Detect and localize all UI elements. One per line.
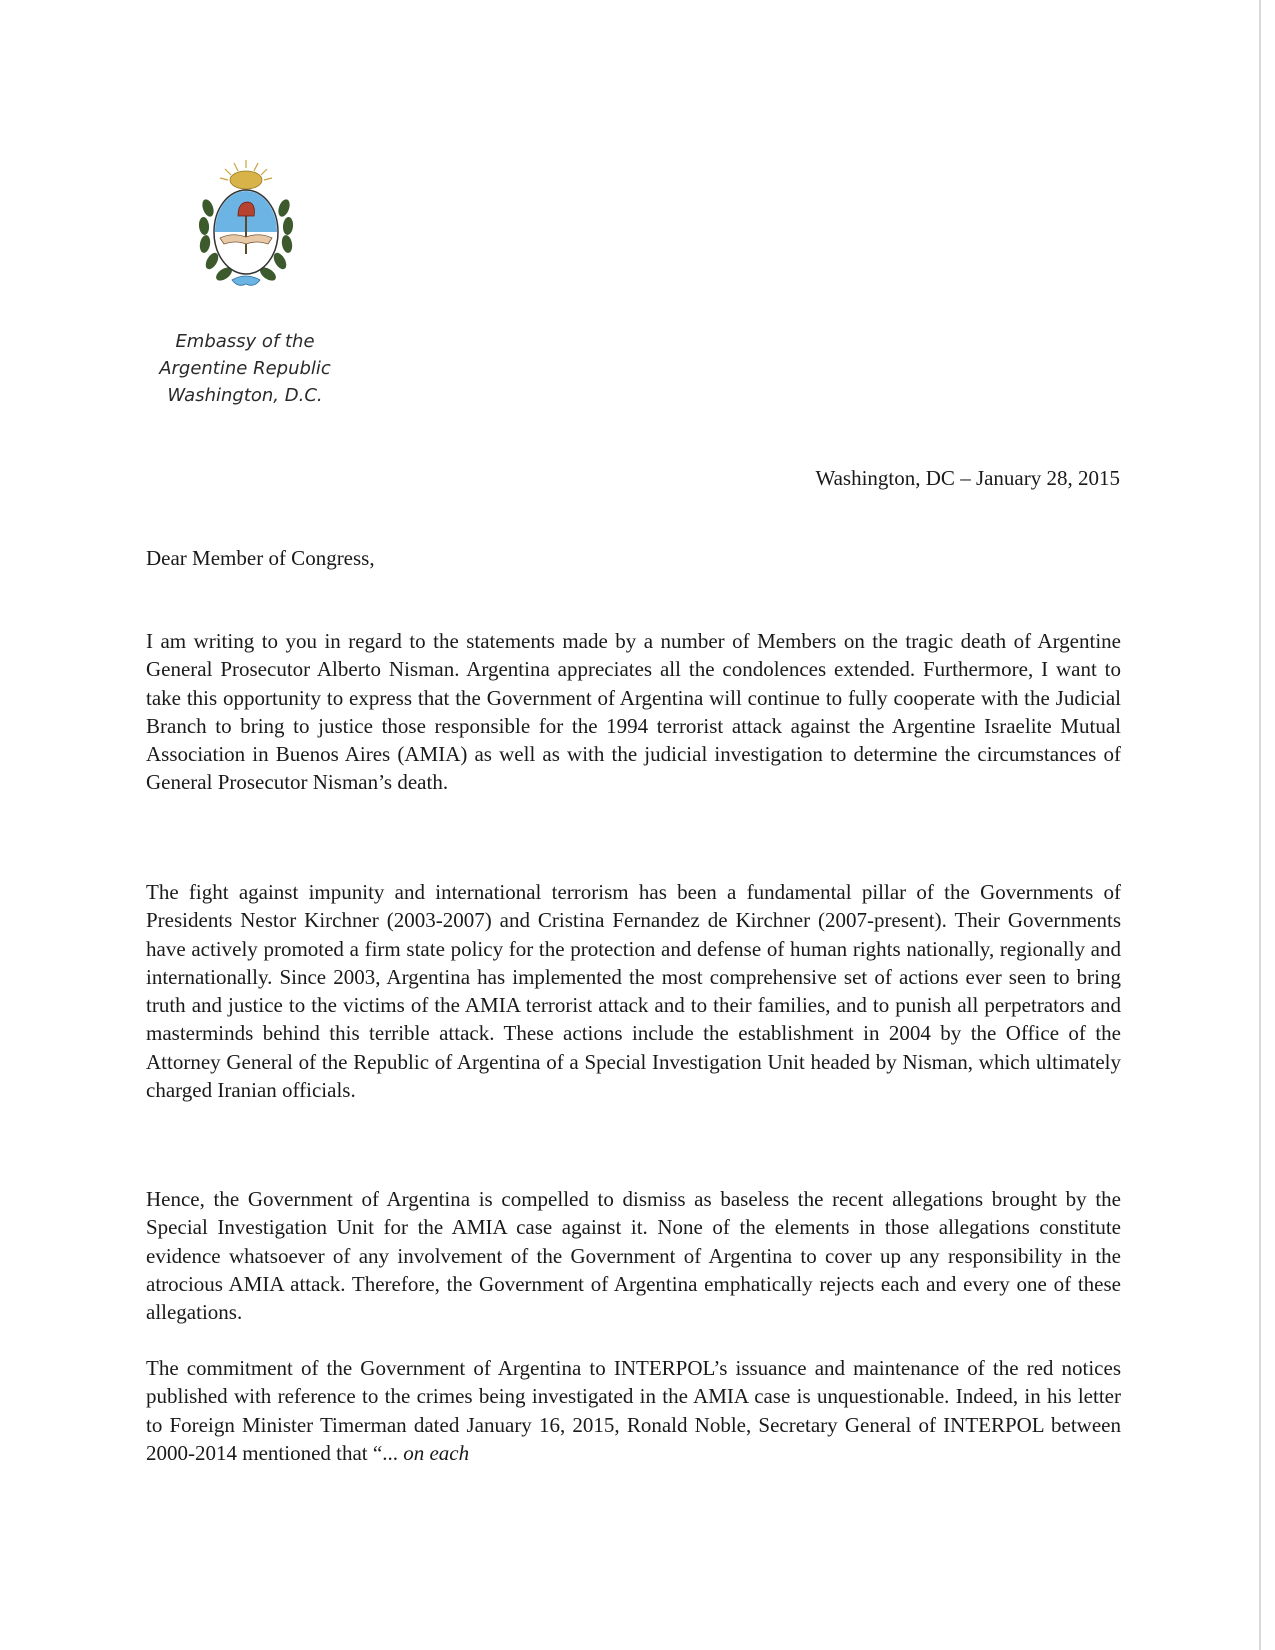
letterhead-line-2: Argentine Republic [159, 358, 331, 379]
paragraph-3-text: Hence, the Government of Argentina is compelled to dismiss as baseless the recent allegations brought by the Special Investigation Unit for the AMIA case against it. None of the elements in those allegations constitute evidence whatsoever of any involvement of the Government of Argentina to cover up any responsibility in the atrocious AMIA attack. Therefore, the Government of Argentina emphatically rejects each and every one of these allegations. [146, 1187, 1121, 1325]
paragraph-4-main: The commitment of the Government of Argentina to INTERPOL’s issuance and maintenance of the red notices published with reference to the crimes being investigated in the AMIA case is unquestionable. Indeed, in his letter to Foreign Minister Timerman dated January 16, 2015, Ronald Noble, Secretary General of INTERPOL between 2000-2014 mentioned that “... [146, 1356, 1121, 1465]
salutation: Dear Member of Congress, [146, 546, 375, 570]
paragraph-4-italic-tail: on each [403, 1440, 470, 1465]
page-edge-shadow [1259, 0, 1261, 1650]
rising-sun [230, 171, 262, 189]
paragraph-2 [146, 878, 1121, 1104]
paragraph-4 [146, 1354, 1121, 1467]
date-line: Washington, DC – January 28, 2015 [815, 466, 1120, 490]
ribbon-bow [232, 276, 260, 285]
paragraph-4-text [146, 1354, 1121, 1467]
letterhead-line-3: Washington, D.C. [167, 385, 323, 406]
paragraph-1 [146, 627, 1121, 797]
coat-of-arms-emblem [198, 158, 294, 298]
letterhead-line-1: Embassy of the [175, 331, 315, 352]
paragraph-1-text: I am writing to you in regard to the statements made by a number of Members on the tragic death of Argentine General Prosecutor Alberto Nisman. Argentina appreciates all the condolences extended. Furthermore, I want to take this opportunity to express that the Government of Argentina will continue to fully cooperate with the Judicial Branch to bring to justice those responsible for the 1994 terrorist attack against the Argentine Israelite Mutual Association in Buenos Aires (AMIA) as well as with the judicial investigation to determine the circumstances of General Prosecutor Nisman’s death. [146, 629, 1121, 795]
embassy-letterhead [150, 328, 340, 409]
paragraph-3 [146, 1185, 1121, 1326]
paragraph-2-text: The fight against impunity and international terrorism has been a fundamental pillar of the Governments of Presidents Nestor Kirchner (2003-2007) and Cristina Fernandez de Kirchner (2007-present). Their Governments have actively promoted a firm state policy for the protection and defense of human rights nationally, regionally and internationally. Since 2003, Argentina has implemented the most comprehensive set of actions ever seen to bring truth and justice to the victims of the AMIA terrorist attack and to their families, and to punish all perpetrators and masterminds behind this terrible attack. These actions include the establishment in 2004 by the Office of the Attorney General of the Republic of Argentina of a Special Investigation Unit headed by Nisman, which ultimately charged Iranian officials. [146, 880, 1121, 1103]
